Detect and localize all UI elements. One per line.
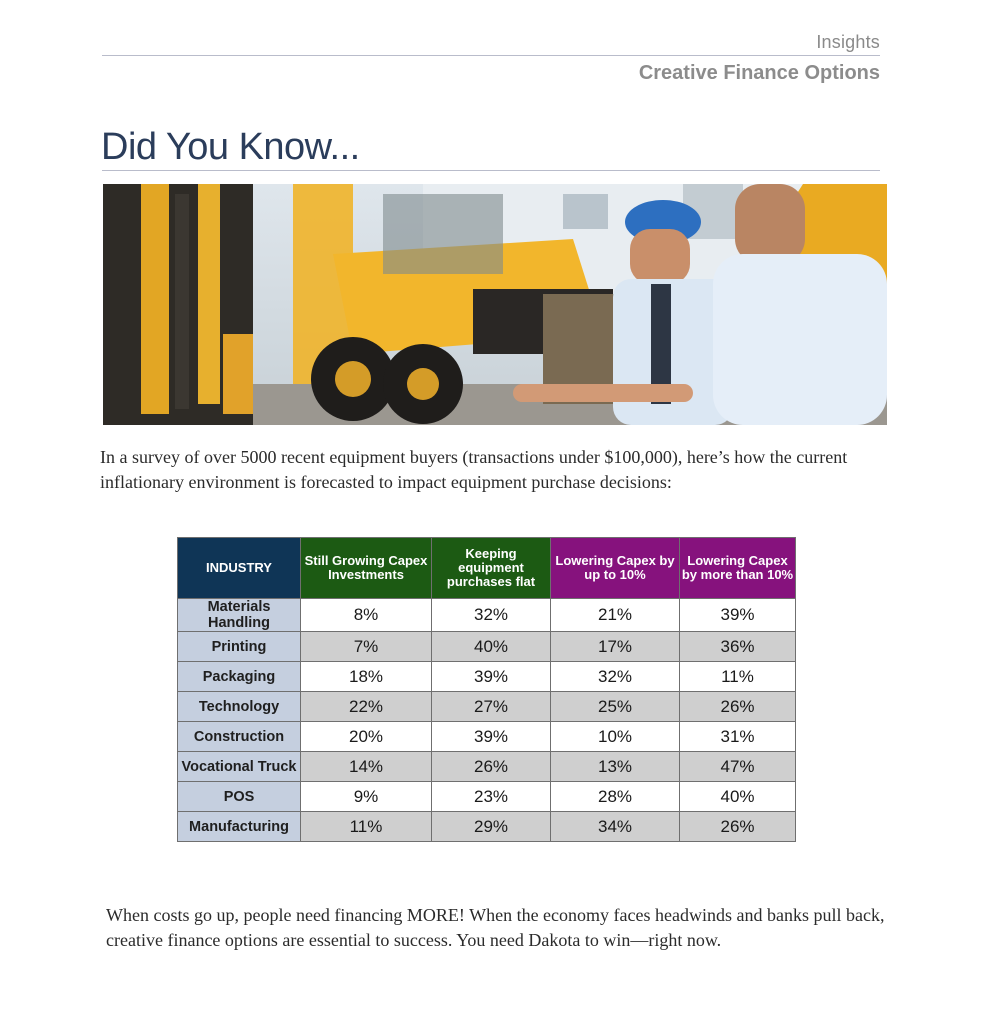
value-cell: 47% xyxy=(680,752,796,782)
value-cell: 27% xyxy=(432,692,551,722)
value-cell: 20% xyxy=(301,722,432,752)
value-cell: 32% xyxy=(432,599,551,632)
industry-cell: Vocational Truck xyxy=(178,752,301,782)
industry-cell: Printing xyxy=(178,632,301,662)
col-header-lower-10: Lowering Capex by up to 10% xyxy=(551,538,680,599)
value-cell: 7% xyxy=(301,632,432,662)
industry-cell: Packaging xyxy=(178,662,301,692)
value-cell: 40% xyxy=(432,632,551,662)
value-cell: 17% xyxy=(551,632,680,662)
value-cell: 32% xyxy=(551,662,680,692)
col-header-lower-more: Lowering Capex by more than 10% xyxy=(680,538,796,599)
value-cell: 28% xyxy=(551,782,680,812)
value-cell: 22% xyxy=(301,692,432,722)
value-cell: 11% xyxy=(301,812,432,842)
industry-cell: POS xyxy=(178,782,301,812)
value-cell: 29% xyxy=(432,812,551,842)
survey-table xyxy=(177,537,796,842)
table-header-row xyxy=(178,538,796,599)
closing-paragraph: When costs go up, people need financing MORE! When the economy faces headwinds and banks pull back, creative finance options are essential to success. You need Dakota to win—right now. xyxy=(106,905,885,950)
col-header-growing: Still Growing Capex Investments xyxy=(301,538,432,599)
industry-cell: Materials Handling xyxy=(178,599,301,632)
table-row xyxy=(178,692,796,722)
value-cell: 34% xyxy=(551,812,680,842)
value-cell: 39% xyxy=(432,662,551,692)
header-divider xyxy=(102,55,880,56)
value-cell: 18% xyxy=(301,662,432,692)
value-cell: 11% xyxy=(680,662,796,692)
table-row xyxy=(178,782,796,812)
page-title: Did You Know... xyxy=(101,126,360,168)
table-row xyxy=(178,722,796,752)
value-cell: 23% xyxy=(432,782,551,812)
value-cell: 21% xyxy=(551,599,680,632)
value-cell: 31% xyxy=(680,722,796,752)
value-cell: 36% xyxy=(680,632,796,662)
value-cell: 14% xyxy=(301,752,432,782)
industry-cell: Construction xyxy=(178,722,301,752)
header-kicker: Insights xyxy=(816,32,880,52)
value-cell: 8% xyxy=(301,599,432,632)
value-cell: 10% xyxy=(551,722,680,752)
value-cell: 39% xyxy=(432,722,551,752)
header-section-title: Creative Finance Options xyxy=(638,62,880,84)
col-header-industry: INDUSTRY xyxy=(178,538,301,599)
value-cell: 25% xyxy=(551,692,680,722)
intro-paragraph: In a survey of over 5000 recent equipment buyers (transactions under $100,000), here’s how the current inflationary environment is forecasted to impact equipment purchase decisions: xyxy=(100,447,848,492)
hero-photo xyxy=(103,184,887,425)
table-row xyxy=(178,812,796,842)
table-row xyxy=(178,599,796,632)
industry-cell: Technology xyxy=(178,692,301,722)
table-row xyxy=(178,662,796,692)
value-cell: 39% xyxy=(680,599,796,632)
value-cell: 9% xyxy=(301,782,432,812)
value-cell: 26% xyxy=(680,812,796,842)
value-cell: 26% xyxy=(680,692,796,722)
industry-cell: Manufacturing xyxy=(178,812,301,842)
title-divider xyxy=(102,170,880,171)
col-header-flat: Keeping equipment purchases flat xyxy=(432,538,551,599)
value-cell: 26% xyxy=(432,752,551,782)
value-cell: 13% xyxy=(551,752,680,782)
table-row xyxy=(178,632,796,662)
value-cell: 40% xyxy=(680,782,796,812)
table-row xyxy=(178,752,796,782)
